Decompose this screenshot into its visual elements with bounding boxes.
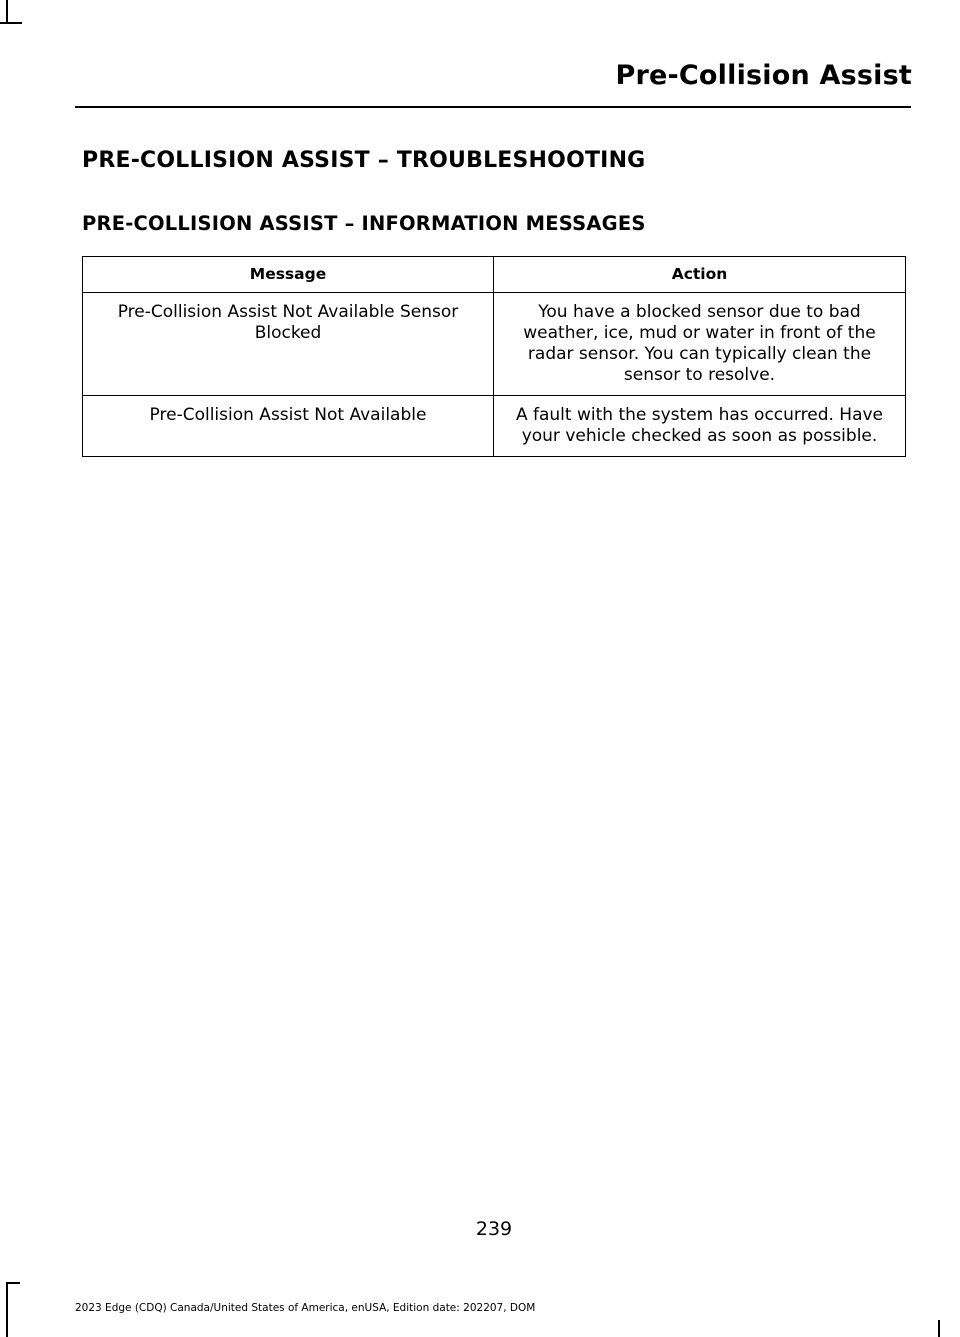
column-header-message: Message — [83, 257, 494, 293]
crop-mark-top-left-vertical — [6, 0, 8, 22]
crop-mark-top-left-horizontal — [0, 22, 22, 24]
action-cell: A fault with the system has occurred. Have your vehicle checked as soon as possible. — [494, 396, 906, 457]
crop-mark-bottom-right-vertical — [938, 1320, 940, 1337]
message-cell: Pre-Collision Assist Not Available Sensor Blocked — [83, 293, 494, 396]
crop-mark-bottom-left-vertical — [6, 1282, 8, 1337]
section-title: PRE-COLLISION ASSIST – TROUBLESHOOTING — [82, 148, 646, 173]
header-divider — [75, 106, 911, 108]
section-subtitle: PRE-COLLISION ASSIST – INFORMATION MESSAGES — [82, 212, 646, 235]
crop-mark-bottom-left-horizontal — [6, 1282, 20, 1284]
table-header-row — [83, 257, 906, 293]
information-messages-table — [82, 256, 906, 457]
edition-footer: 2023 Edge (CDQ) Canada/United States of America, enUSA, Edition date: 202207, DOM — [75, 1302, 536, 1314]
table-row — [83, 396, 906, 457]
action-cell: You have a blocked sensor due to bad weather, ice, mud or water in front of the radar sensor. You can typically clean the sensor to resolve. — [494, 293, 906, 396]
message-cell: Pre-Collision Assist Not Available — [83, 396, 494, 457]
table-row — [83, 293, 906, 396]
page-header-title: Pre-Collision Assist — [615, 60, 912, 91]
page-number: 239 — [475, 1218, 513, 1240]
column-header-action: Action — [494, 257, 906, 293]
